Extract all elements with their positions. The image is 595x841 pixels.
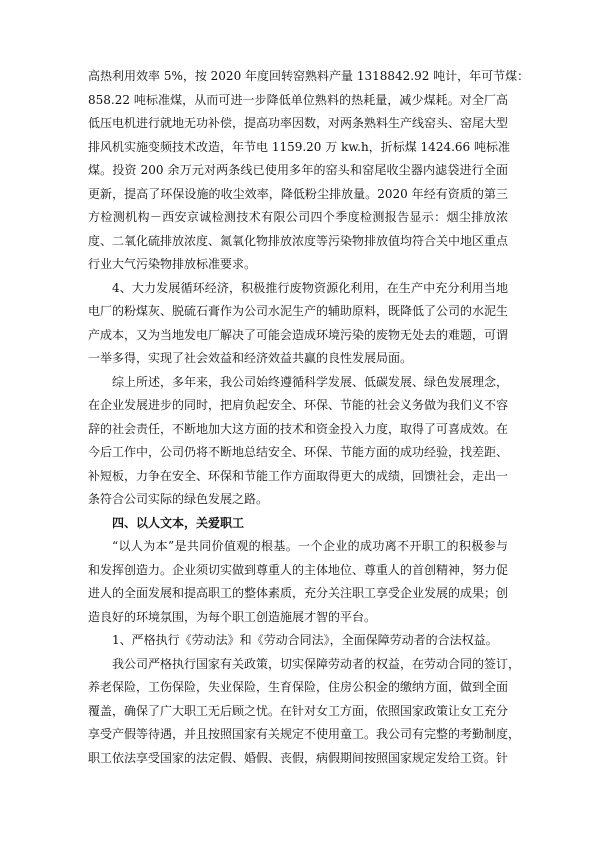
text-line: 条符合公司实际的绿色发展之路。: [88, 492, 269, 506]
text-line: 排风机实施变频技术改造，年节电 1159.20 万 kw.h，折标煤 1424.66 吨标准: [88, 139, 510, 154]
text-line: 我公司严格执行国家有关政策，切实保障劳动者的权益，在劳动合同的签订，: [112, 656, 521, 671]
paragraph-labor-rights: [88, 653, 521, 771]
section-heading: 四、以人文本，关爱职工: [112, 515, 245, 530]
text-line: 补短板，力争在安全、环保和节能工作方面取得更大的成绩，回馈社会，走出一: [88, 468, 509, 483]
text-line: 度、二氧化硫排放浓度、氮氧化物排放浓度等污染物排放值均符合关中地区重点: [88, 233, 509, 248]
text-line: 858.22 吨标准煤，从而可进一步降低单位熟料的热耗量，减少煤耗。对全厂高: [88, 92, 508, 107]
text-line: 养老保险，工伤保险，失业保险，生育保险，住房公积金的缴纳方面，做到全面: [88, 680, 509, 694]
text-line: 方检测机构－西安京诚检测技术有限公司四个季度检测报告显示：烟尘排放浓: [88, 210, 508, 224]
text-line: 低压电机进行就地无功补偿，提高功率因数，对两条熟料生产线窑头、窑尾大型: [88, 116, 509, 130]
text-line: 覆盖，确保了广大职工无后顾之忧。在针对女工方面，依照国家政策让女工充分: [88, 703, 509, 718]
text-line: 4、大力发展循环经济，积极推行废物资源化利用，在生产中充分利用当地: [112, 280, 508, 295]
text-line: 产成本，又为当地发电厂解决了可能会造成环境污染的废物无处去的难题，可谓: [88, 327, 509, 342]
text-line: 享受产假等待遇，并且按照国家有关规定不使用童工。我公司有完整的考勤制度，: [88, 727, 521, 741]
document-page: [88, 65, 530, 770]
text-line: 行业大气污染物排放标准要求。: [88, 257, 257, 271]
text-line: 更新，提高了环保设施的收尘效率，降低粉尘排放量。2020 年经有资质的第三: [88, 186, 508, 201]
text-line: 在企业发展进步的同时，把肩负起安全、环保、节能的社会义务做为我们义不容: [88, 398, 509, 412]
paragraph-summary: [88, 371, 508, 512]
text-line: 综上所述，多年来，我公司始终遵循科学发展、低碳发展、绿色发展理念，: [112, 374, 509, 389]
text-line: 和发挥创造力。企业须切实做到尊重人的主体地位、尊重人的首创精神，努力促: [88, 562, 509, 577]
paragraph-circular-economy: [88, 277, 508, 371]
text-line: 辞的社会责任，不断地加大这方面的技术和资金投入力度，取得了可喜成效。在: [88, 421, 509, 436]
text-line: “以人为本”是共同价值观的根基。一个企业的成功离不开职工的积极参与: [112, 539, 508, 553]
text-line: 职工依法享受国家的法定假、婚假、丧假，病假期间按照国家规定发给工资。针: [88, 750, 509, 765]
text-line: 电厂的粉煤灰、脱硫石膏作为公司水泥生产的辅助原料，既降低了公司的水泥生: [88, 304, 509, 318]
paragraph-people-oriented: [88, 535, 508, 629]
paragraph-energy-saving: [88, 65, 530, 277]
text-line: 造良好的环境氛围，为每个职工创造施展才智的平台。: [88, 609, 377, 624]
list-item-labor-law: 1、严格执行《劳动法》和《劳动合同法》，全面保障劳动者的合法权益。: [112, 633, 498, 647]
text-line: 今后工作中，公司仍将不断地总结安全、环保、节能方面的成功经验，找差距、: [88, 445, 509, 459]
text-line: 一举多得，实现了社会效益和经济效益共赢的良性发展局面。: [88, 351, 413, 365]
text-line: 进人的全面发展和提高职工的整体素质，充分关注职工享受企业发展的成果；创: [88, 586, 509, 600]
text-line: 高热利用效率 5%，按 2020 年度回转窑熟料产量 1318842.92 吨计，年可节煤：: [88, 69, 530, 83]
text-line: 煤。投资 200 余万元对两条线已使用多年的窑头和窑尾收尘器内滤袋进行全面: [88, 163, 508, 177]
